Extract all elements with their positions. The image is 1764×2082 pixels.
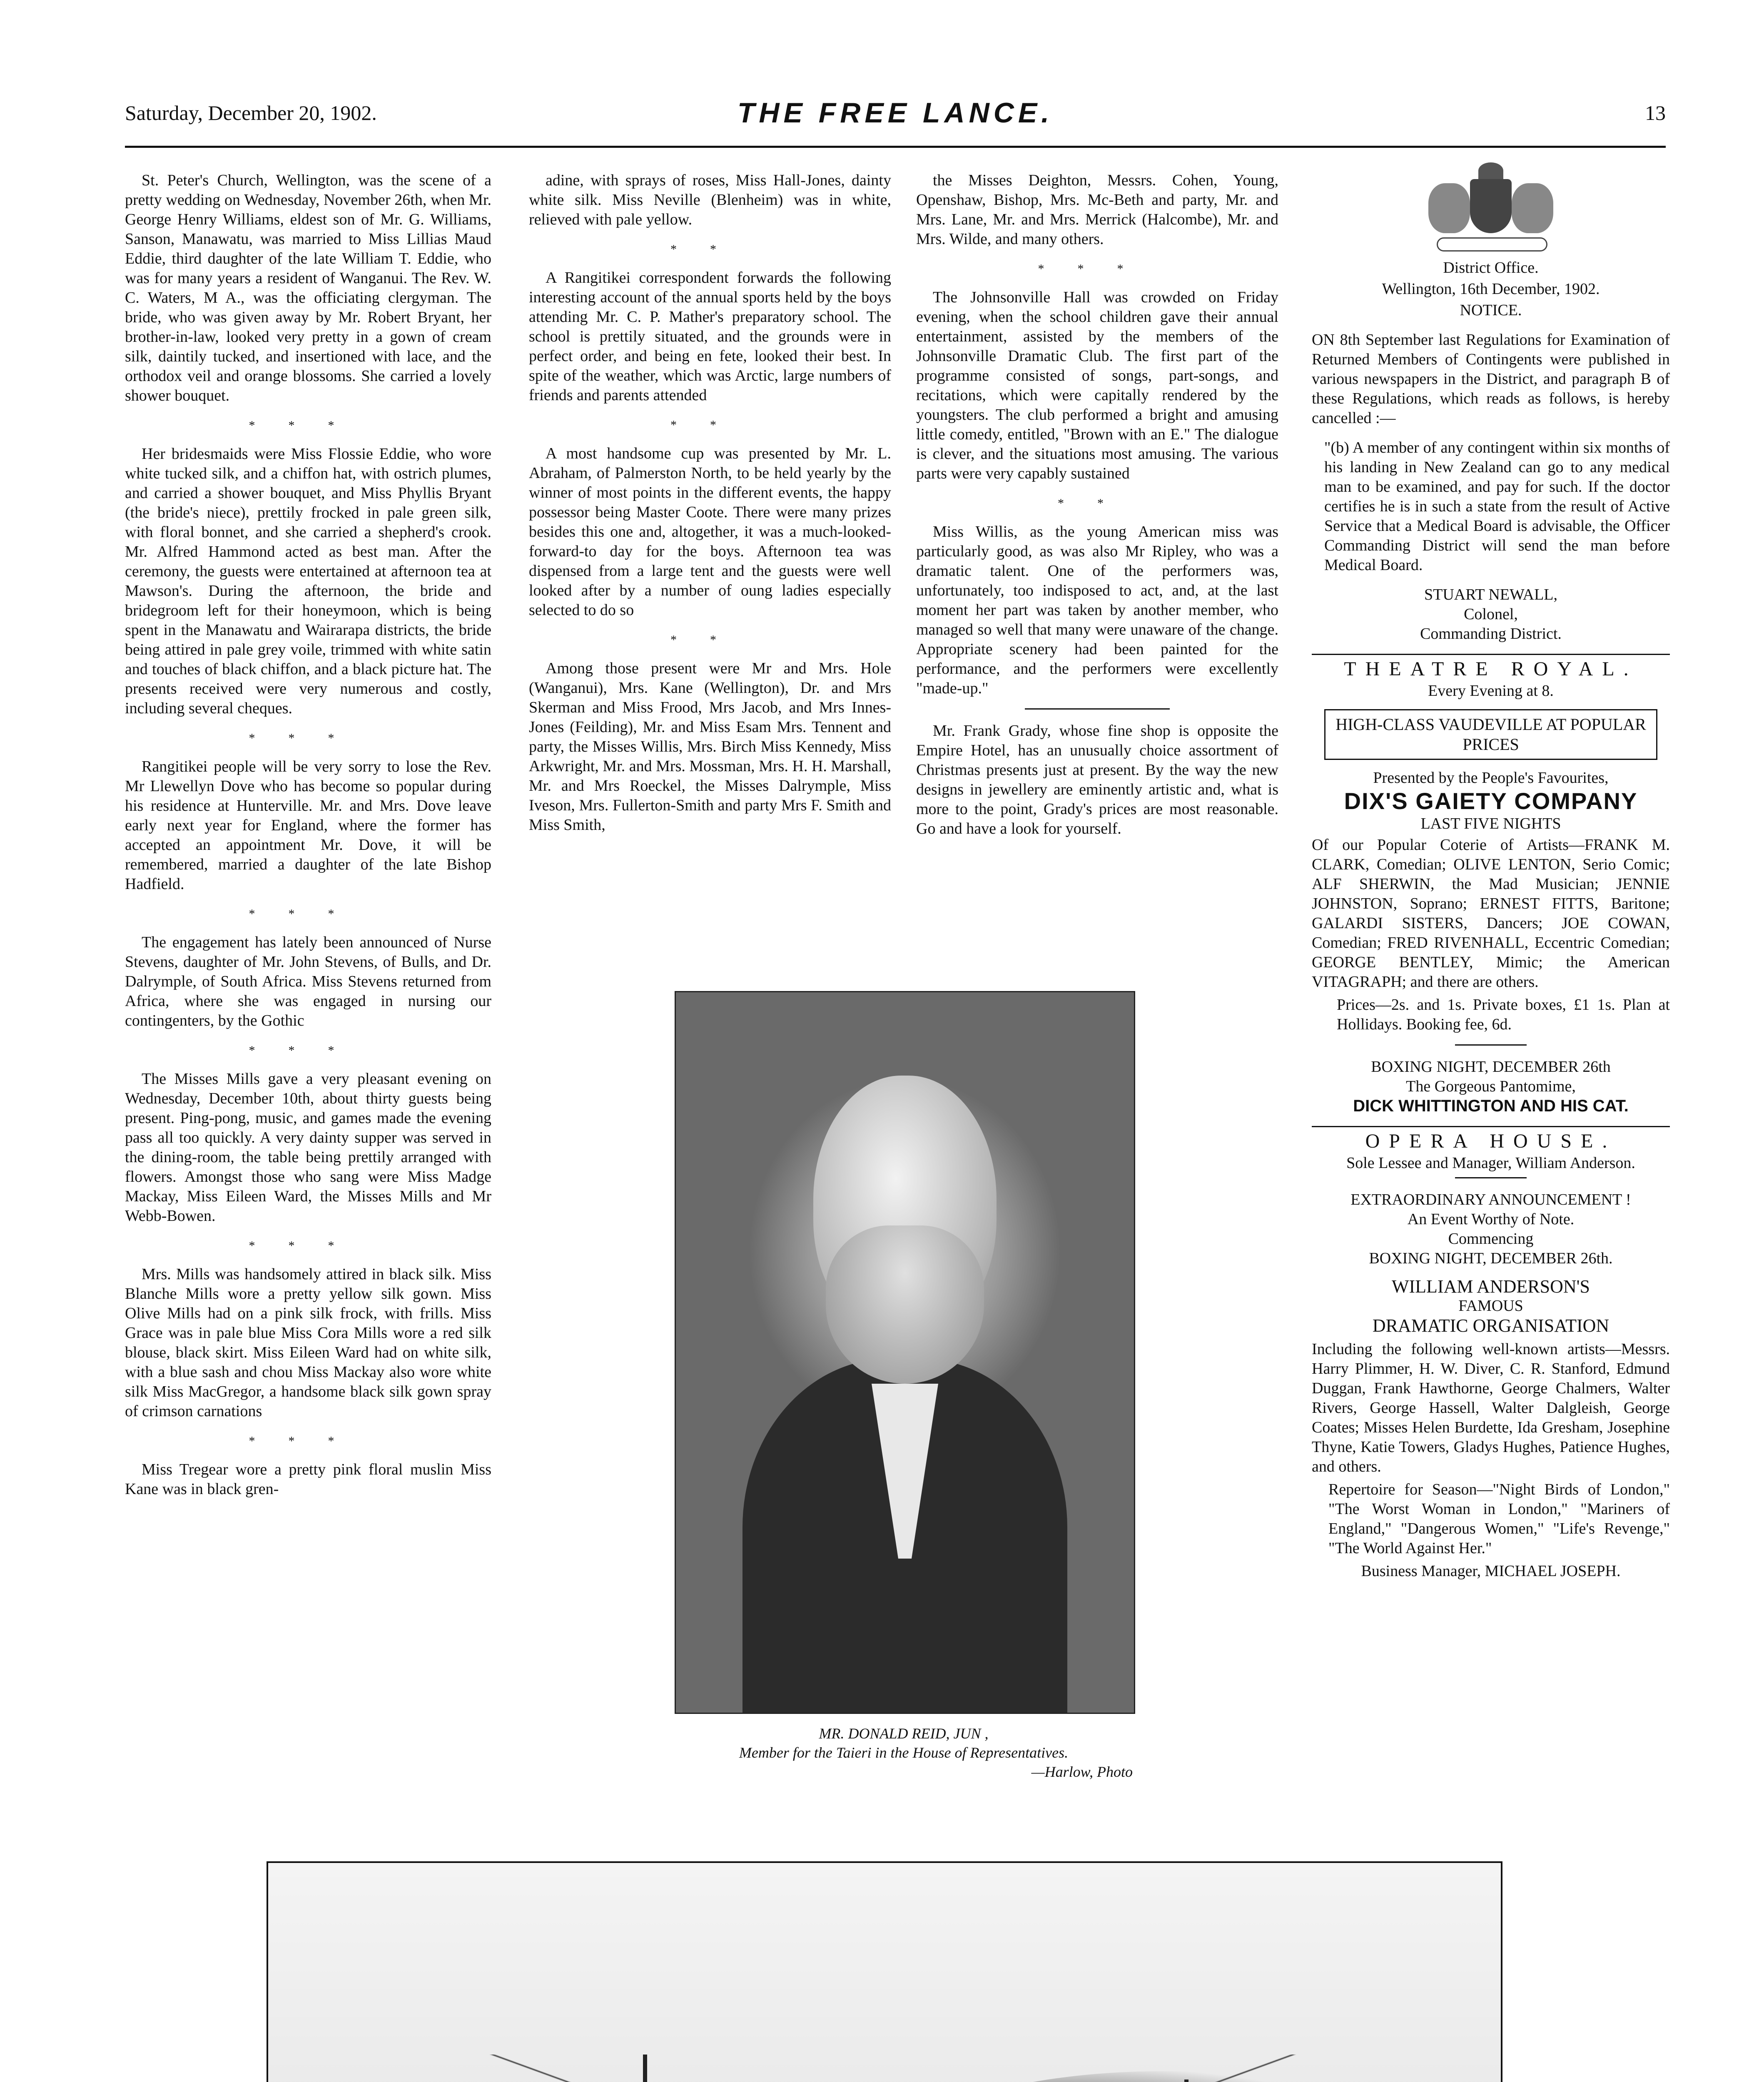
pantomime-intro: The Gorgeous Pantomime, xyxy=(1406,1078,1576,1095)
notice-signer-title: Commanding District. xyxy=(1420,625,1562,643)
vaudeville-box: HIGH-CLASS VAUDEVILLE AT POPULAR PRICES xyxy=(1324,709,1657,760)
company-name: DIX'S GAIETY COMPANY xyxy=(1344,788,1638,814)
opera-artists: Including the following well-known artists—Messrs. Harry Plimmer, H. W. Diver, C. R. Stanford, Edmund Duggan, Frank Hawthorne, George Chalmers, Walter Rivers, George Hassell, Walter Dalgleish, George Coates; Misses Helen Burdette, Ida Gresham, Josephine Thyne, Katie Towers, Gladys Hughes, Patience Hughes, and others. xyxy=(1312,1340,1670,1475)
opera-boxing-night: BOXING NIGHT, DECEMBER 26th. xyxy=(1369,1250,1613,1267)
section-separator: *** xyxy=(249,1239,368,1253)
article-paragraph: Mr. Frank Grady, whose fine shop is opposite the Empire Hotel, has an unusually choice assortment of Christmas presents just at present. By the way the new designs in jewellery are eminently artistic and, what is more to the point, Grady's prices are most reasonable. Go and have a look for yourself. xyxy=(916,722,1278,837)
portrait-beard xyxy=(826,1225,984,1384)
theatre-prices: Prices—2s. and 1s. Private boxes, £1 1s. Plan at Hollidays. Booking fee, 6d. xyxy=(1337,996,1670,1033)
column-2 xyxy=(529,171,891,949)
theatre-boxing-night: BOXING NIGHT, DECEMBER 26th xyxy=(1371,1058,1611,1076)
notice-heading: NOTICE. xyxy=(1460,301,1522,319)
ad-rule xyxy=(1312,1126,1670,1127)
ad-rule xyxy=(1312,654,1670,655)
portrait-caption-role: Member for the Taieri in the House of Representatives. xyxy=(739,1744,1069,1761)
opera-manager: Business Manager, MICHAEL JOSEPH. xyxy=(1361,1562,1621,1580)
opera-lessee: Sole Lessee and Manager, William Anderson. xyxy=(1346,1154,1635,1172)
issue-date: Saturday, December 20, 1902. xyxy=(125,101,377,125)
notice-signer: STUART NEWALL, xyxy=(1424,586,1557,603)
notice-office: District Office. xyxy=(1443,259,1539,276)
opera-org-line-3: DRAMATIC ORGANISATION xyxy=(1372,1315,1610,1336)
article-paragraph: the Misses Deighton, Messrs. Cohen, Young, Openshaw, Bishop, Mrs. Mc-Beth and party, Mr. and Mrs. Lane, Mr. and Mrs. Merrick (Halcombe), Mr. and Mrs. Wilde, and many others. xyxy=(916,172,1278,248)
notice-body: ON 8th September last Regulations for Examination of Returned Members of Contingents were published in various newspapers in the District, and paragraph B of these Regulations, which reads as follows, is hereby cancelled :— xyxy=(1312,331,1670,427)
article-paragraph: Among those present were Mr and Mrs. Hole (Wanganui), Mrs. Kane (Wellington), Dr. and Mrs Skerman and Miss Frood, Mrs Jacob, and Mrs Innes-Jones (Feilding), Mr. and Miss Esam Mrs. Tennent and party, the Misses Willis, Mrs. Birch Miss Kennedy, Miss Arkwright, Mr. and Mrs. Mossman, Mrs. H. H. Marshall, Mr. and Mrs Roeckel, the Misses Dalrymple, Miss Iveson, Mrs. Fullerton-Smith and party Mrs F. Smith and Miss Smith, xyxy=(529,660,891,834)
section-separator: *** xyxy=(249,1434,368,1448)
theatre-presented: Presented by the People's Favourites, xyxy=(1373,769,1609,787)
article-paragraph: Her bridesmaids were Miss Flossie Eddie, who wore white tucked silk, and a chiffon hat, with ostrich plumes, and carried a shower bouquet, and Miss Phyllis Bryant (the bride's niece), prettily frocked in pale green silk, with floral bonnet, and she carried a shepherd's crook. Mr. Alfred Hammond acted as best man. After the ceremony, the guests were entertained at afternoon tea at Mawson's. During the afternoon, the bride and bridegroom left for their honeymoon, which is being spent in the Manawatu and Wairarapa districts, the bride being attired in pale grey voile, trimmed with white satin and touches of black chiffon, and a black picture hat. The presents received were very numerous and costly, including several cheques. xyxy=(125,445,491,717)
portrait-caption xyxy=(675,1724,1133,1781)
opera-house-heading: OPERA HOUSE. xyxy=(1365,1130,1617,1152)
section-separator: ** xyxy=(670,633,750,647)
page-header xyxy=(125,97,1666,134)
opera-org-line-1: WILLIAM ANDERSON'S xyxy=(1391,1276,1590,1297)
column-3 xyxy=(916,171,1278,949)
ad-rule xyxy=(1455,1044,1527,1046)
article-paragraph: A most handsome cup was presented by Mr. L. Abraham, of Palmerston North, to be held yearly by the winner of most points in the different events, the happy possessor being Master Coote. There were many prizes besides this one and, altogether, it was a much-looked-forward-to day for the boys. Afternoon tea was dispensed from a large tent and the guests were well looked after by a number of oung ladies especially selected to do so xyxy=(529,445,891,619)
last-nights: LAST FIVE NIGHTS xyxy=(1420,815,1561,832)
crest-shield xyxy=(1470,179,1512,233)
ship-main-mast xyxy=(1184,2080,1188,2082)
crest-crown xyxy=(1478,162,1503,179)
column-4 xyxy=(1312,162,1670,2061)
portrait-caption-name: MR. DONALD REID, JUN , xyxy=(819,1725,989,1742)
royal-coat-of-arms-icon xyxy=(1420,162,1562,254)
theatre-artists: Of our Popular Coterie of Artists—FRANK M. CLARK, Comedian; OLIVE LENTON, Serio Comic; ALF SHERWIN, the Mad Musician; JENNIE JOHNSTON, Soprano; ERNEST FITTS, Baritone; GALARDI SISTERS, Dancers; JOE COWAN, Comedian; FRED RIVENHALL, Eccentric Comedian; GEORGE BENTLEY, Mimic; the American VITAGRAPH; and there are others. xyxy=(1312,836,1670,991)
header-rule xyxy=(125,146,1666,148)
opera-repertoire: Repertoire for Season—"Night Birds of London," "The Worst Woman in London," "Mariners of England," "Dangerous Women," "Life's Revenge," "The World Against Her." xyxy=(1328,1481,1670,1557)
opera-announcement: EXTRAORDINARY ANNOUNCEMENT ! xyxy=(1350,1191,1631,1208)
article-paragraph: The Johnsonville Hall was crowded on Friday evening, when the school children gave their annual entertainment, assisted by the members of the Johnsonville Dramatic Club. The first part of the programme consisted of songs, part-songs, and recitations, which were capitally rendered by the youngsters. The club performed a bright and amusing little comedy, entitled, "Brown with an E." The dialogue is clever, and the situations most amusing. The various parts were very capably sustained xyxy=(916,289,1278,482)
article-paragraph: Rangitikei people will be very sorry to lose the Rev. Mr Llewellyn Dove who has become so popular during his residence at Hunterville. Mr. and Mrs. Dove leave early next year for England, where the former has accepted an appointment Mr. Dove, it will be remembered, married a daughter of the late Bishop Hadfield. xyxy=(125,758,491,893)
article-paragraph: Miss Willis, as the young American miss was particularly good, as was also Mr Ripley, who was a dramatic talent. One of the performers was, unfortunately, too indisposed to act, and, at the last moment her part was taken by another member, who managed so well that many were unaware of the change. Appropriate scenery had been painted for the performance, and the performers were excellently "made-up." xyxy=(916,523,1278,697)
crest-lion xyxy=(1428,183,1470,233)
article-paragraph: The Misses Mills gave a very pleasant evening on Wednesday, December 10th, about thirty guests being present. Ping-pong, music, and games made the evening pass all too quickly. A very dainty supper was served in the dining-room, the table being prettily arranged with flowers. Amongst those who sang were Miss Madge Mackay, Miss Eileen Ward, the Misses Mills and Mr Webb-Bowen. xyxy=(125,1070,491,1225)
page-number: 13 xyxy=(1645,101,1666,125)
section-rule xyxy=(1025,708,1170,710)
section-separator: *** xyxy=(1038,262,1157,276)
section-separator: *** xyxy=(249,1043,368,1057)
article-paragraph: adine, with sprays of roses, Miss Hall-Jones, dainty white silk. Miss Neville (Blenheim) was in white, relieved with pale yellow. xyxy=(529,172,891,228)
notice-signer-rank: Colonel, xyxy=(1464,605,1518,623)
portrait-photo-credit: —Harlow, Photo xyxy=(1031,1763,1133,1780)
article-paragraph: Miss Tregear wore a pretty pink floral muslin Miss Kane was in black gren- xyxy=(125,1461,491,1498)
section-separator: ** xyxy=(1058,496,1137,510)
theatre-every-evening: Every Evening at 8. xyxy=(1428,682,1554,700)
notice-date: Wellington, 16th December, 1902. xyxy=(1382,280,1600,298)
steamer-photo xyxy=(267,1861,1502,2082)
ad-rule xyxy=(1455,1177,1527,1178)
portrait-photo xyxy=(675,991,1135,1714)
pantomime-title: DICK WHITTINGTON AND HIS CAT. xyxy=(1353,1097,1629,1115)
article-paragraph: Mrs. Mills was handsomely attired in black silk. Miss Blanche Mills wore a pretty yellow silk gown. Miss Olive Mills had on a pink silk frock, with frills. Miss Grace was in pale blue Miss Cora Mills wore a red silk blouse, black skirt. Miss Eileen Ward had on white silk, with a blue sash and chou Miss Mackay also wore white silk Miss MacGregor, a handsome black silk gown spray of crimson carnations xyxy=(125,1265,491,1420)
section-separator: *** xyxy=(249,907,368,921)
article-paragraph: A Rangitikei correspondent forwards the following interesting account of the annual sports held by the boys attending Mr. C. P. Mather's preparatory school. The school is prettily situated, and the grounds were in perfect order, and being en fete, looked their best. In spite of the weather, which was Arctic, large numbers of friends and parents attended xyxy=(529,269,891,404)
theatre-royal-heading: THEATRE ROYAL. xyxy=(1344,658,1638,680)
section-separator: ** xyxy=(670,418,750,432)
crest-unicorn xyxy=(1512,183,1553,233)
crest-motto-ribbon xyxy=(1437,237,1547,252)
section-separator: *** xyxy=(249,418,368,432)
opera-commencing: Commencing xyxy=(1448,1230,1534,1248)
ship-fore-mast xyxy=(643,2055,647,2082)
article-paragraph: The engagement has lately been announced of Nurse Stevens, daughter of Mr. John Stevens, of Bulls, and Dr. Dalrymple, of South Africa. Miss Stevens returned from Africa, where she was engaged in nursing our contingenters, by the Gothic xyxy=(125,934,491,1029)
masthead-title: THE FREE LANCE. xyxy=(737,97,1054,129)
article-paragraph: St. Peter's Church, Wellington, was the scene of a pretty wedding on Wednesday, November 26th, when Mr. George Henry Williams, eldest son of Mr. G. Williams, Sanson, Manawatu, was married to Miss Lillias Maud Eddie, third daughter of the late William T. Eddie, who was for many years a resident of Wanganui. The Rev. W. C. Waters, M A., was the officiating clergyman. The bride, who was given away by Mr. Robert Bryant, her brother-in-law, looked very pretty in a gown of cream silk, daintily tucked, and insertioned with lace, and the orthodox veil and orange blossoms. She carried a lovely shower bouquet. xyxy=(125,172,491,404)
section-separator: *** xyxy=(249,731,368,745)
column-1 xyxy=(125,171,491,2053)
opera-org-line-2: FAMOUS xyxy=(1458,1297,1523,1315)
opera-event: An Event Worthy of Note. xyxy=(1407,1210,1575,1228)
section-separator: ** xyxy=(670,242,750,256)
notice-quote: "(b) A member of any contingent within six months of his landing in New Zealand can go to any medical man to be examined, and pay for such. If the doctor certifies he is in such a state from the result of Active Service that a Medical Board is advisable, the Officer Commanding District will send the man before Medical Board. xyxy=(1324,439,1670,574)
